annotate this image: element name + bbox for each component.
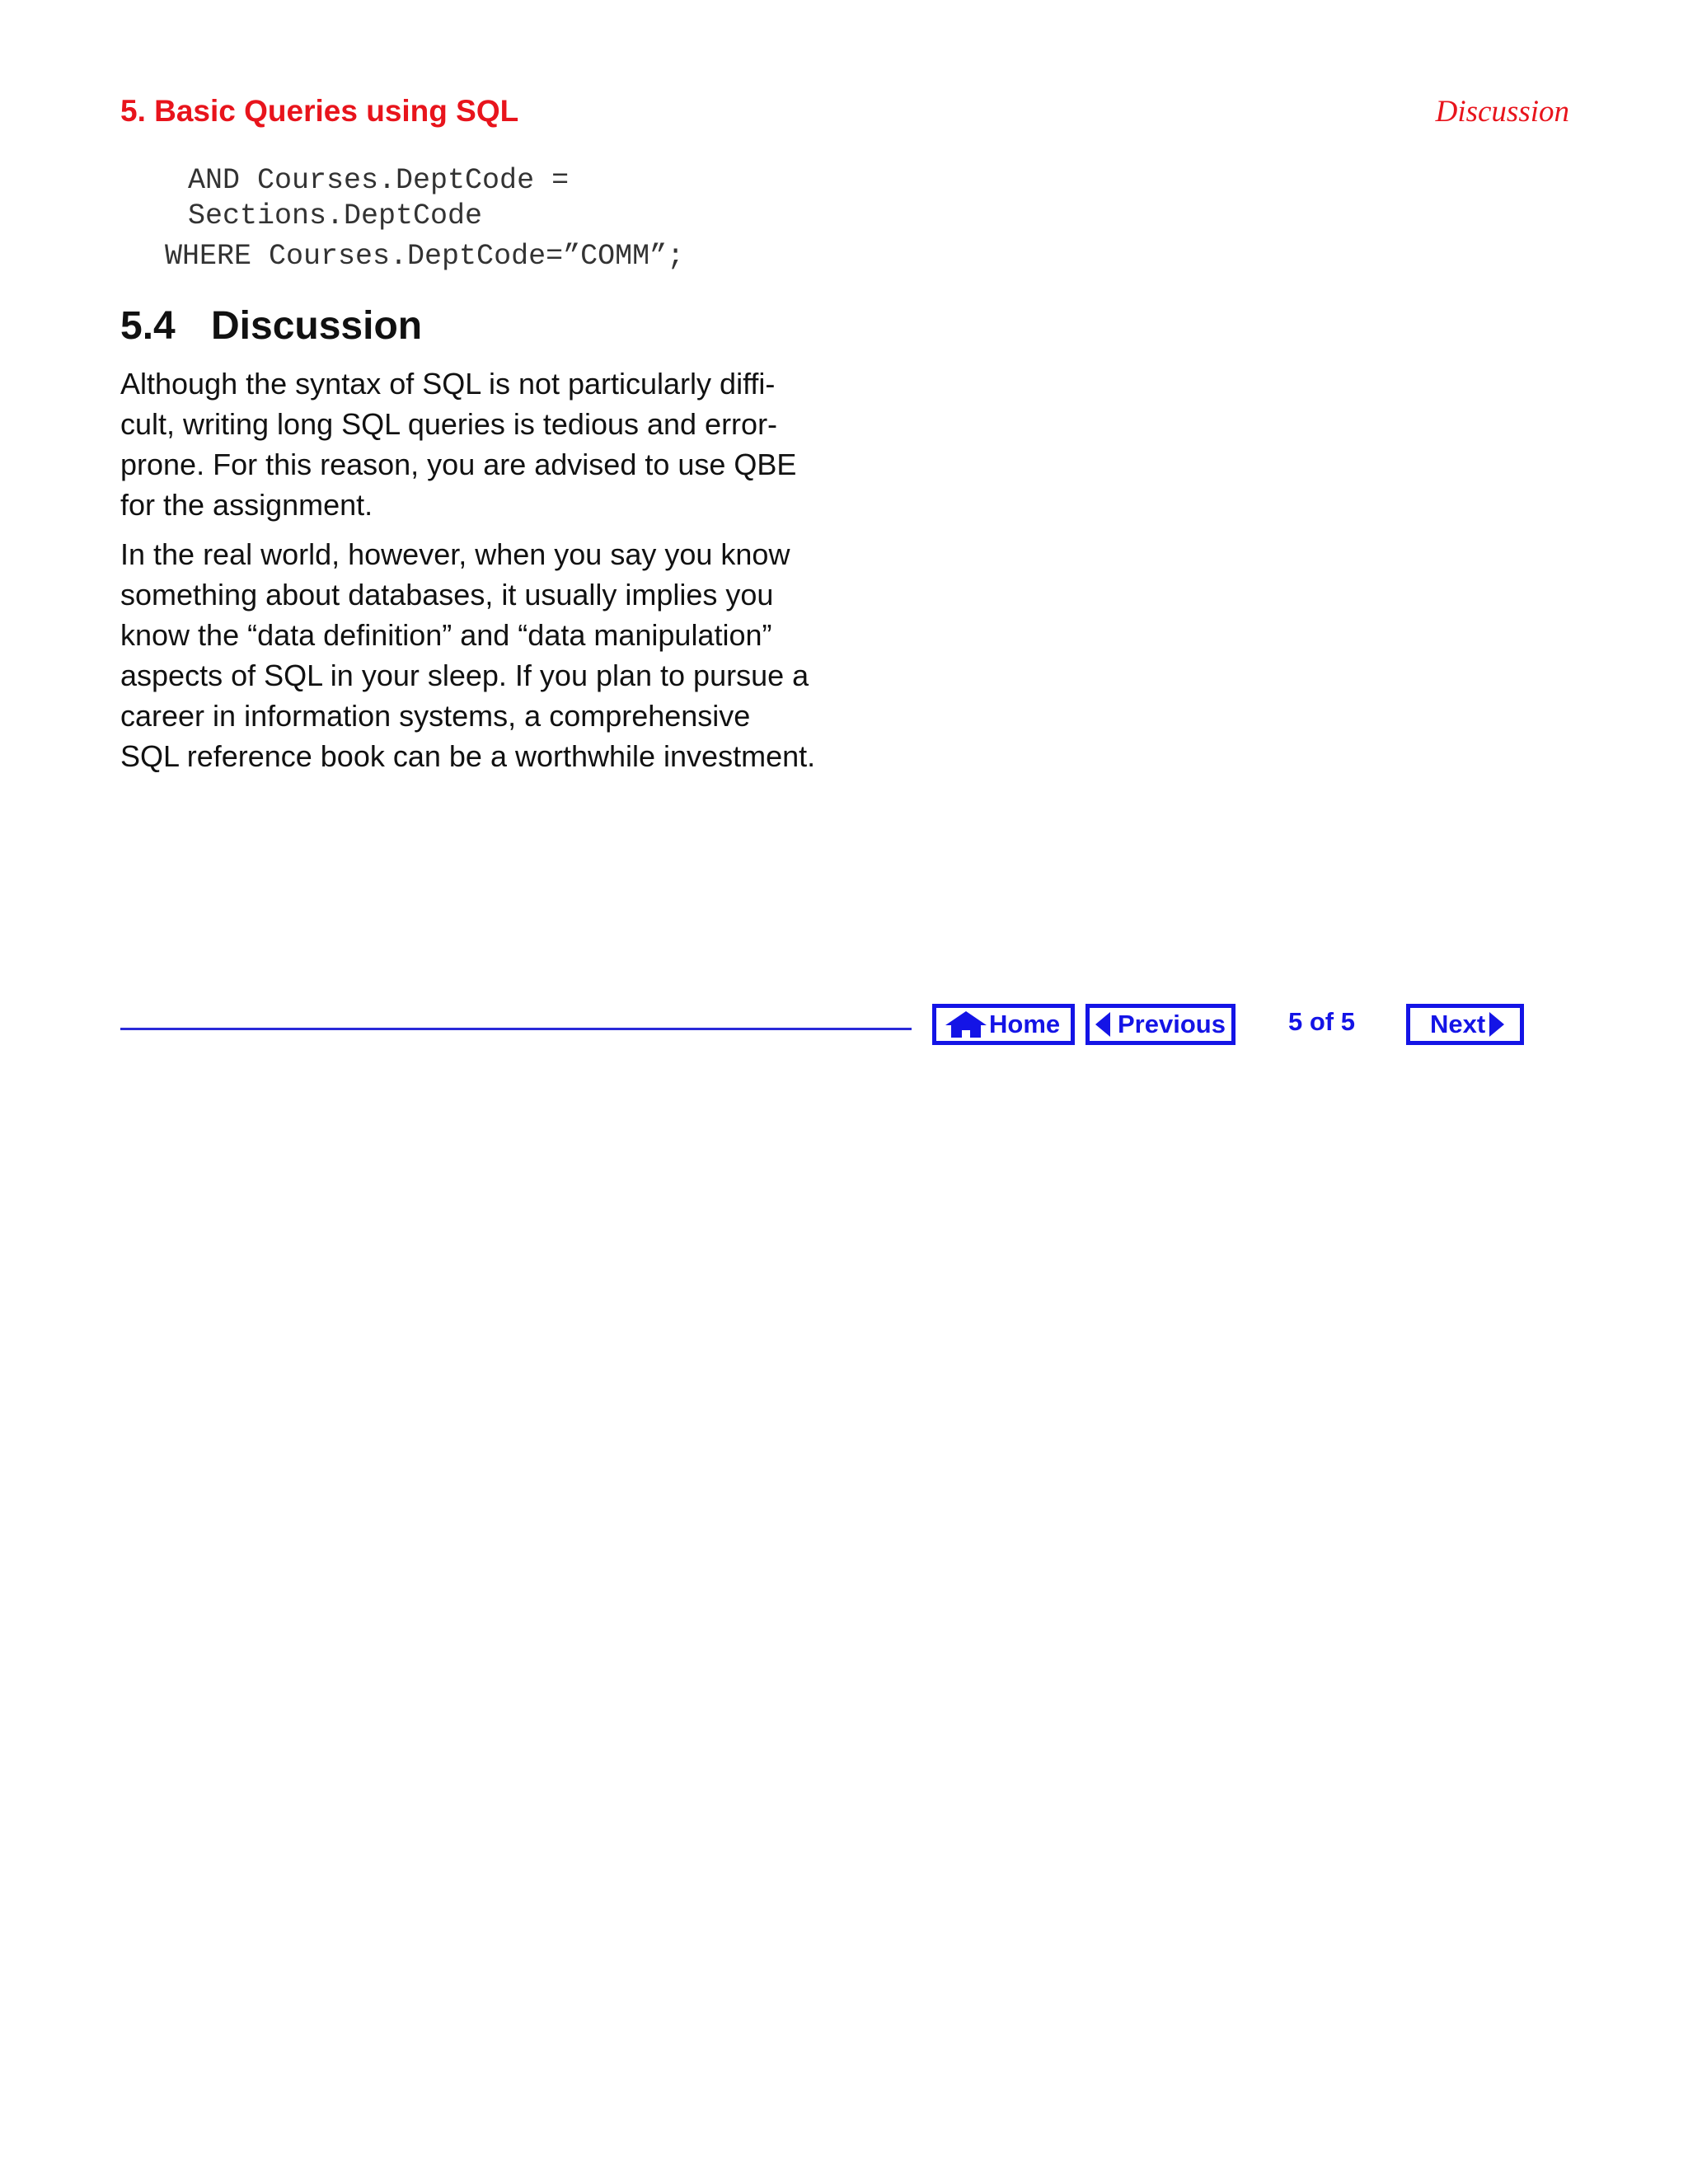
arrow-right-icon bbox=[1489, 1011, 1505, 1038]
paragraph-line: for the assignment. bbox=[120, 488, 373, 522]
navigation-rule bbox=[120, 1028, 912, 1030]
code-line: AND Courses.DeptCode = bbox=[188, 164, 570, 197]
paragraph-line: career in information systems, a comprehensive bbox=[120, 699, 751, 733]
paragraph-line: cult, writing long SQL queries is tedious and error- bbox=[120, 407, 778, 441]
page-indicator: 5 of 5 bbox=[1288, 1007, 1355, 1036]
paragraph-line: something about databases, it usually implies you bbox=[120, 578, 774, 612]
home-icon bbox=[945, 1010, 987, 1038]
home-button-label: Home bbox=[989, 1010, 1061, 1038]
home-button[interactable] bbox=[932, 1004, 1075, 1045]
section-heading bbox=[120, 302, 422, 350]
section-number: 5.4 bbox=[120, 304, 176, 348]
code-line: WHERE Courses.DeptCode=”COMM”; bbox=[165, 240, 685, 273]
chapter-title: 5. Basic Queries using SQL bbox=[120, 94, 519, 128]
paragraph-line: SQL reference book can be a worthwhile investment. bbox=[120, 739, 816, 773]
running-section-label: Discussion bbox=[1435, 95, 1569, 129]
body-paragraph bbox=[120, 534, 837, 776]
previous-button[interactable] bbox=[1085, 1004, 1236, 1045]
previous-button-label: Previous bbox=[1118, 1010, 1226, 1038]
paragraph-line: aspects of SQL in your sleep. If you plan to pursue a bbox=[120, 658, 809, 692]
code-line: Sections.DeptCode bbox=[188, 199, 483, 232]
paragraph-line: prone. For this reason, you are advised to use QBE bbox=[120, 448, 797, 481]
paragraph-line: Although the syntax of SQL is not particularly diffi- bbox=[120, 367, 776, 401]
paragraph-line: know the “data definition” and “data manipulation” bbox=[120, 618, 772, 652]
body-paragraph bbox=[120, 363, 837, 525]
next-button[interactable] bbox=[1406, 1004, 1524, 1045]
next-button-label: Next bbox=[1430, 1010, 1486, 1038]
section-title: Discussion bbox=[211, 304, 423, 348]
paragraph-line: In the real world, however, when you say you know bbox=[120, 537, 790, 571]
arrow-left-icon bbox=[1095, 1011, 1111, 1038]
